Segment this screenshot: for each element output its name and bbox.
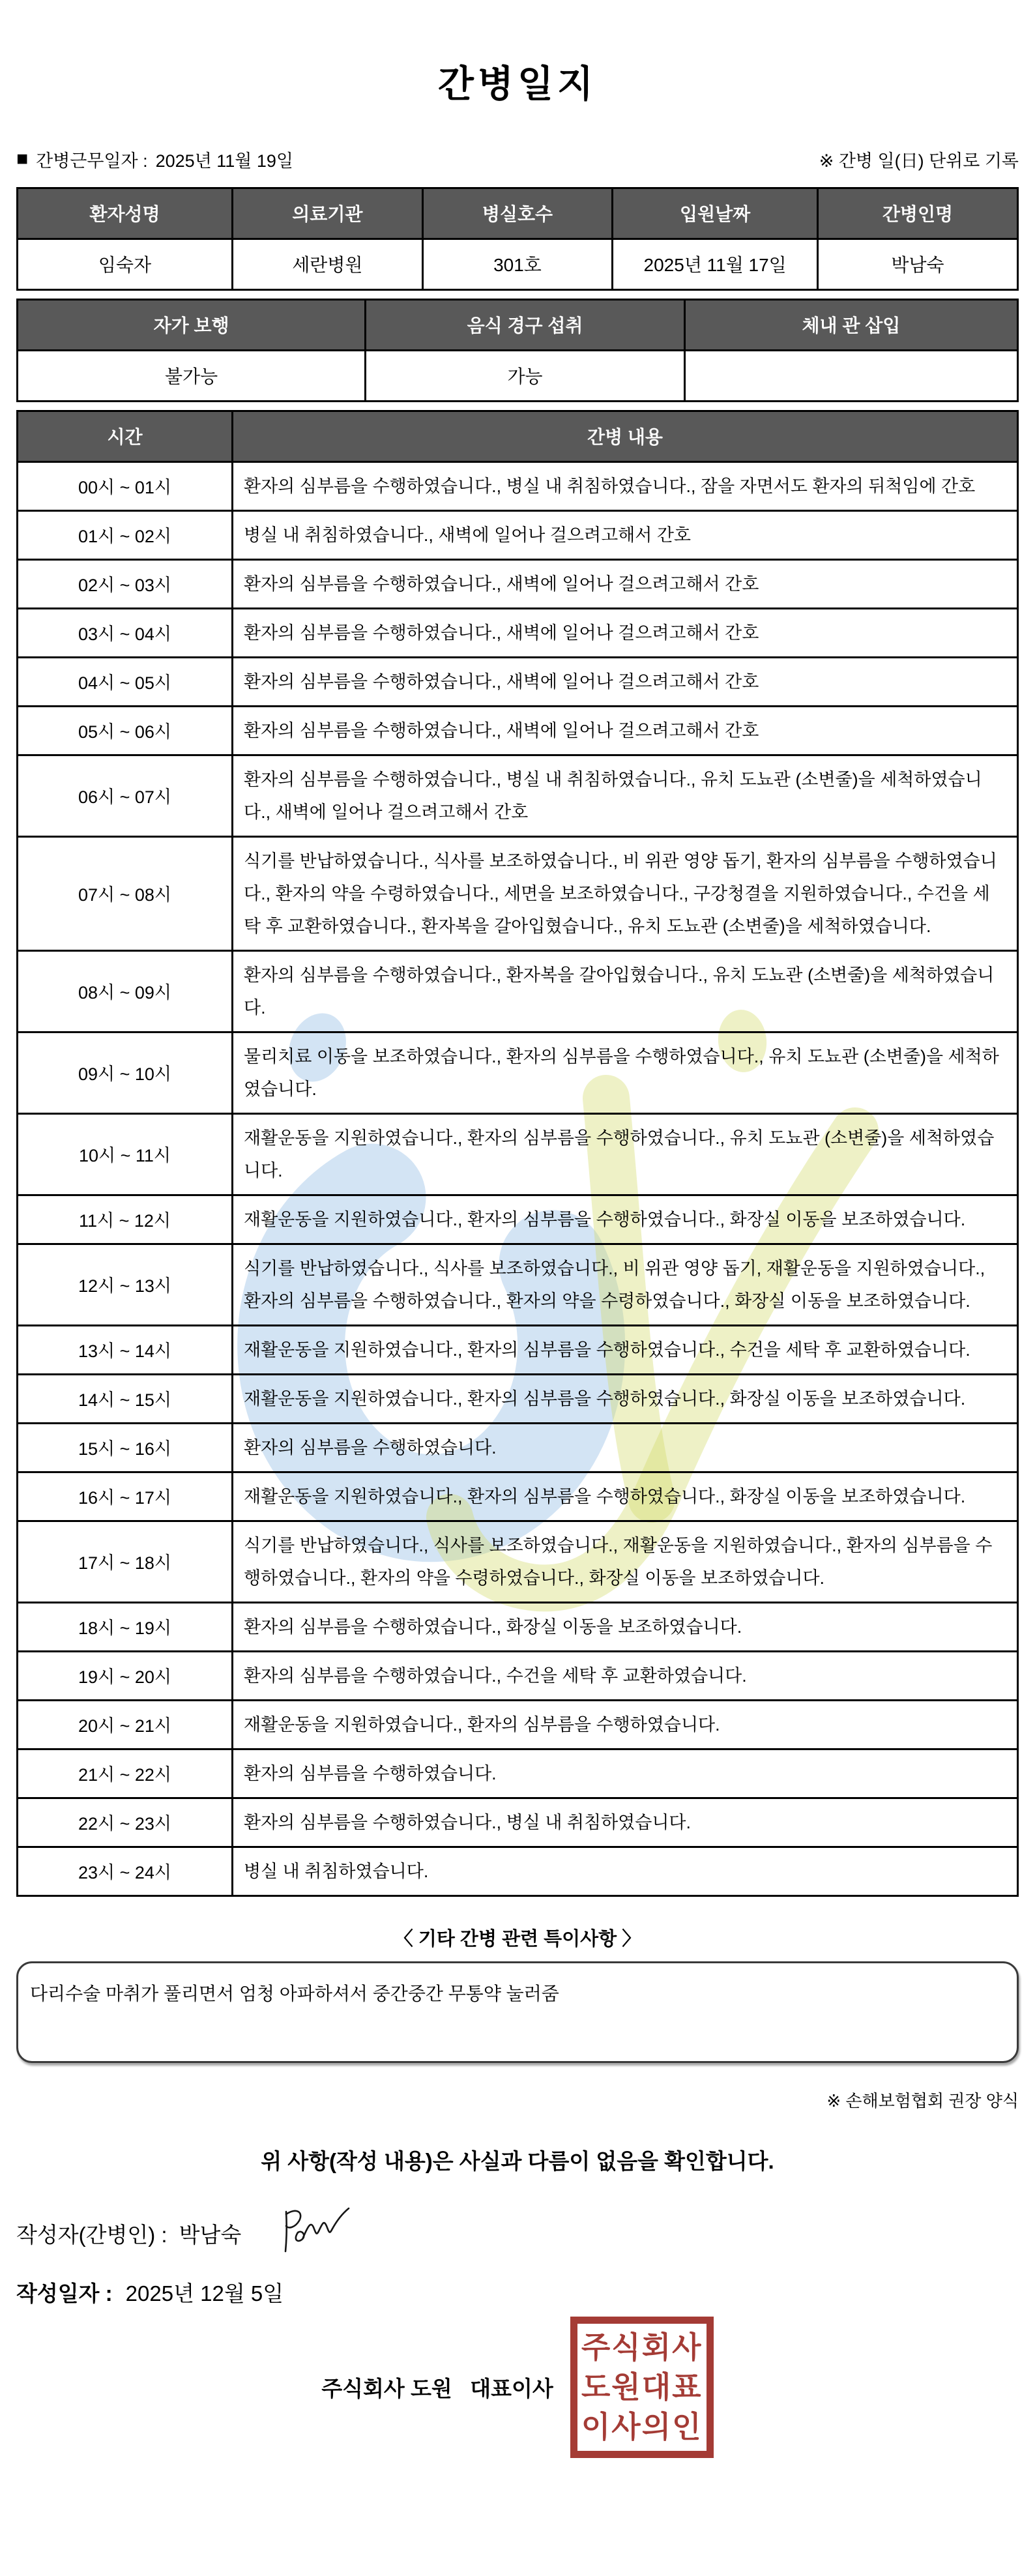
- time-slot: 16시 ~ 17시: [18, 1472, 233, 1521]
- patient-name-header: 환자성명: [18, 188, 233, 239]
- caregiver-name-header: 간병인명: [817, 188, 1017, 239]
- table-row: [18, 1032, 1018, 1113]
- time-slot: 22시 ~ 23시: [18, 1798, 233, 1847]
- admission-date-value: 2025년 11월 17일: [613, 239, 818, 289]
- table-row: [18, 1244, 1018, 1325]
- table-row: [18, 657, 1018, 706]
- stamp-text-line: 주식회사: [581, 2330, 703, 2364]
- table-row: [18, 1847, 1018, 1895]
- care-content: 식기를 반납하였습니다., 식사를 보조하였습니다., 비 위관 영양 돕기, 재활운동을 지원하였습니다., 환자의 심부름을 수행하였습니다., 환자의 약을 수령하였습니다., 화장실 이동을 보조하였습니다.: [233, 1244, 1018, 1325]
- patient-info-header-row: [18, 188, 1018, 239]
- caregiver-signature-icon: [277, 2204, 357, 2256]
- time-slot: 02시 ~ 03시: [18, 559, 233, 608]
- self-walking-value: 불가능: [18, 350, 366, 401]
- table-row: [18, 1651, 1018, 1700]
- table-row: [18, 1602, 1018, 1651]
- time-slot: 01시 ~ 02시: [18, 510, 233, 559]
- table-row: [18, 1374, 1018, 1423]
- patient-name-value: 임숙자: [18, 239, 233, 289]
- company-title: 주식회사 도원 대표이사: [321, 2376, 553, 2401]
- time-slot: 08시 ~ 09시: [18, 950, 233, 1032]
- table-row: [18, 1521, 1018, 1602]
- care-content: 환자의 심부름을 수행하였습니다., 새벽에 일어나 걸으려고해서 간호: [233, 608, 1018, 657]
- writer-label: 작성자(간병인) :: [16, 2223, 168, 2247]
- care-content: 환자의 심부름을 수행하였습니다., 새벽에 일어나 걸으려고해서 간호: [233, 657, 1018, 706]
- time-slot: 21시 ~ 22시: [18, 1749, 233, 1798]
- time-slot: 15시 ~ 16시: [18, 1423, 233, 1472]
- written-date-value: 2025년 12월 5일: [125, 2281, 284, 2305]
- writer-name: 박남숙: [179, 2223, 242, 2247]
- corporate-seal-stamp: [570, 2317, 714, 2458]
- table-row: [18, 1325, 1018, 1374]
- table-row: [18, 1195, 1018, 1244]
- table-row: [18, 608, 1018, 657]
- room-number-header: 병실호수: [422, 188, 613, 239]
- care-content: 물리치료 이동을 보조하였습니다., 환자의 심부름을 수행하였습니다., 유치 도뇨관 (소변줄)을 세척하였습니다.: [233, 1032, 1018, 1113]
- patient-info-value-row: [18, 239, 1018, 289]
- time-slot: 07시 ~ 08시: [18, 836, 233, 950]
- caregiver-name-value: 박남숙: [817, 239, 1017, 289]
- special-notes-content: 다리수술 마취가 풀리면서 엄청 아파하셔서 중간중간 무통약 눌러줌: [30, 1983, 559, 2004]
- duty-date-value: 2025년 11월 19일: [155, 151, 293, 171]
- table-row: [18, 836, 1018, 950]
- special-notes-box: [16, 1961, 1019, 2063]
- time-slot: 19시 ~ 20시: [18, 1651, 233, 1700]
- internal-tube-header: 체내 관 삽입: [684, 299, 1017, 350]
- form-standard-note: ※ 손해보험협회 권장 양식: [826, 2090, 1019, 2111]
- time-slot: 05시 ~ 06시: [18, 706, 233, 755]
- unit-note: ※ 간병 일(日) 단위로 기록: [819, 151, 1019, 171]
- time-slot: 13시 ~ 14시: [18, 1325, 233, 1374]
- care-content: 환자의 심부름을 수행하였습니다., 병실 내 취침하였습니다.: [233, 1798, 1018, 1847]
- care-content: 재활운동을 지원하였습니다., 환자의 심부름을 수행하였습니다., 유치 도뇨관 (소변줄)을 세척하였습니다.: [233, 1113, 1018, 1195]
- care-log-table: [16, 410, 1019, 1897]
- care-content: 병실 내 취침하였습니다.: [233, 1847, 1018, 1895]
- patient-status-table: [16, 299, 1019, 402]
- time-slot: 20시 ~ 21시: [18, 1700, 233, 1749]
- self-walking-header: 자가 보행: [18, 299, 366, 350]
- table-row: [18, 950, 1018, 1032]
- time-slot: 10시 ~ 11시: [18, 1113, 233, 1195]
- table-row: [18, 1749, 1018, 1798]
- written-date-label: 작성일자 :: [16, 2281, 113, 2305]
- table-row: [18, 559, 1018, 608]
- stamp-text-line: 이사의인: [581, 2409, 703, 2444]
- care-content: 환자의 심부름을 수행하였습니다., 새벽에 일어나 걸으려고해서 간호: [233, 559, 1018, 608]
- internal-tube-value: [684, 350, 1017, 401]
- duty-date-label: 간병근무일자 :: [36, 151, 148, 171]
- care-content: 병실 내 취침하였습니다., 새벽에 일어나 걸으려고해서 간호: [233, 510, 1018, 559]
- care-content-header: 간병 내용: [233, 411, 1018, 461]
- care-log-header-row: [18, 411, 1018, 461]
- care-content: 환자의 심부름을 수행하였습니다., 병실 내 취침하였습니다., 잠을 자면서도 환자의 뒤척임에 간호: [233, 461, 1018, 510]
- time-slot: 03시 ~ 04시: [18, 608, 233, 657]
- writer-line: [16, 2208, 1019, 2260]
- care-content: 재활운동을 지원하였습니다., 환자의 심부름을 수행하였습니다., 화장실 이동을 보조하였습니다.: [233, 1195, 1018, 1244]
- time-slot: 14시 ~ 15시: [18, 1374, 233, 1423]
- medical-institution-value: 세란병원: [233, 239, 423, 289]
- care-content: 환자의 심부름을 수행하였습니다., 화장실 이동을 보조하였습니다.: [233, 1602, 1018, 1651]
- table-row: [18, 755, 1018, 836]
- care-content: 환자의 심부름을 수행하였습니다., 새벽에 일어나 걸으려고해서 간호: [233, 706, 1018, 755]
- care-content: 환자의 심부름을 수행하였습니다., 환자복을 갈아입혔습니다., 유치 도뇨관 (소변줄)을 세척하였습니다.: [233, 950, 1018, 1032]
- care-content: 환자의 심부름을 수행하였습니다., 수건을 세탁 후 교환하였습니다.: [233, 1651, 1018, 1700]
- patient-status-header-row: [18, 299, 1018, 350]
- special-notes-heading: 〈 기타 간병 관련 특이사항 〉: [394, 1928, 641, 1950]
- confirmation-statement: 위 사항(작성 내용)은 사실과 다름이 없음을 확인합니다.: [261, 2148, 774, 2173]
- care-content: 재활운동을 지원하였습니다., 환자의 심부름을 수행하였습니다., 화장실 이동을 보조하였습니다.: [233, 1374, 1018, 1423]
- patient-info-table: [16, 187, 1019, 291]
- patient-status-value-row: [18, 350, 1018, 401]
- care-content: 환자의 심부름을 수행하였습니다.: [233, 1423, 1018, 1472]
- time-slot: 17시 ~ 18시: [18, 1521, 233, 1602]
- care-content: 재활운동을 지원하였습니다., 환자의 심부름을 수행하였습니다.: [233, 1700, 1018, 1749]
- page-title: 간병일지: [437, 63, 598, 105]
- care-content: 환자의 심부름을 수행하였습니다., 병실 내 취침하였습니다., 유치 도뇨관 (소변줄)을 세척하였습니다., 새벽에 일어나 걸으려고해서 간호: [233, 755, 1018, 836]
- time-slot: 23시 ~ 24시: [18, 1847, 233, 1895]
- table-row: [18, 1472, 1018, 1521]
- time-slot: 04시 ~ 05시: [18, 657, 233, 706]
- table-row: [18, 1700, 1018, 1749]
- table-row: [18, 1423, 1018, 1472]
- care-content: 환자의 심부름을 수행하였습니다.: [233, 1749, 1018, 1798]
- care-content: 식기를 반납하였습니다., 식사를 보조하였습니다., 비 위관 영양 돕기, 환자의 심부름을 수행하였습니다., 환자의 약을 수령하였습니다., 세면을 보조하였습니다., 구강청결을 지원하였습니다., 수건을 세탁 후 교환하였습니다., 환자복을 갈아입혔습니다., 유치 도뇨관 (소변줄)을 세척하였습니다.: [233, 836, 1018, 950]
- time-slot: 09시 ~ 10시: [18, 1032, 233, 1113]
- table-row: [18, 706, 1018, 755]
- care-content: 재활운동을 지원하였습니다., 환자의 심부름을 수행하였습니다., 화장실 이동을 보조하였습니다.: [233, 1472, 1018, 1521]
- time-slot: 11시 ~ 12시: [18, 1195, 233, 1244]
- company-seal-line: [16, 2317, 1019, 2458]
- stamp-text-line: 도원대표: [581, 2369, 703, 2404]
- duty-date-line: [16, 147, 293, 172]
- time-slot: 12시 ~ 13시: [18, 1244, 233, 1325]
- time-header: 시간: [18, 411, 233, 461]
- table-row: [18, 510, 1018, 559]
- room-number-value: 301호: [422, 239, 613, 289]
- table-row: [18, 1113, 1018, 1195]
- meta-row: [16, 147, 1019, 172]
- oral-intake-value: 가능: [366, 350, 685, 401]
- time-slot: 06시 ~ 07시: [18, 755, 233, 836]
- square-bullet-icon: ■: [16, 148, 29, 170]
- table-row: [18, 461, 1018, 510]
- table-row: [18, 1798, 1018, 1847]
- admission-date-header: 입원날짜: [613, 188, 818, 239]
- care-content: 식기를 반납하였습니다., 식사를 보조하였습니다., 재활운동을 지원하였습니다., 환자의 심부름을 수행하였습니다., 환자의 약을 수령하였습니다., 화장실 이동을 보조하였습니다.: [233, 1521, 1018, 1602]
- medical-institution-header: 의료기관: [233, 188, 423, 239]
- care-content: 재활운동을 지원하였습니다., 환자의 심부름을 수행하였습니다., 수건을 세탁 후 교환하였습니다.: [233, 1325, 1018, 1374]
- written-date-line: [16, 2277, 1019, 2307]
- time-slot: 18시 ~ 19시: [18, 1602, 233, 1651]
- time-slot: 00시 ~ 01시: [18, 461, 233, 510]
- oral-intake-header: 음식 경구 섭취: [366, 299, 685, 350]
